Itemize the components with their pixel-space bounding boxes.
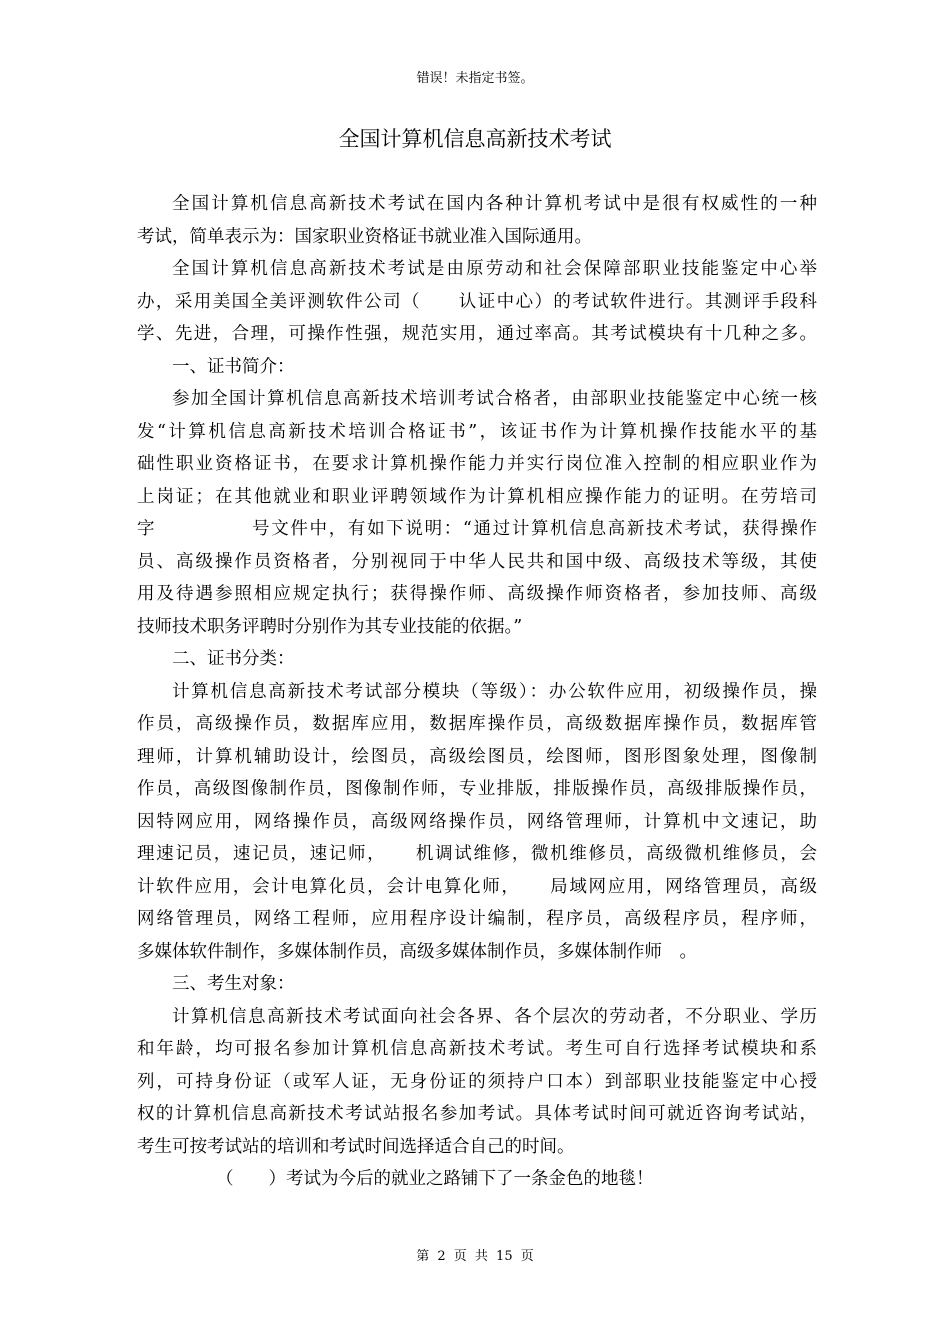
paragraph-line: 参加全国计算机信息高新技术培训考试合格者，由部职业技能鉴定中心统一核	[172, 389, 817, 409]
paragraph-line: 学、先进，合理，可操作性强，规范实用，通过率高。其考试模块有十几种之多。	[137, 324, 817, 344]
paragraph-line: 和年龄，均可报名参加计算机信息高新技术考试。考生可自行选择考试模块和系	[137, 1039, 817, 1059]
paragraph-line: 网络管理员，网络工程师，应用程序设计编制，程序员，高级程序员，程序师，	[137, 909, 817, 929]
paragraph-line: 用及待遇参照相应规定执行；获得操作师、高级操作师资格者，参加技师、高级	[137, 584, 817, 604]
paragraph-line: 础性职业资格证书，在要求计算机操作能力并实行岗位准入控制的相应职业作为	[137, 454, 817, 474]
paragraph-line: 理速记员，速记员，速记师， 机调试维修，微机维修员，高级微机维修员，会	[137, 844, 817, 864]
paragraph-line: 多媒体软件制作，多媒体制作员，高级多媒体制作员，多媒体制作师 。	[137, 941, 697, 962]
paragraph-line: 技师技术职务评聘时分别作为其专业技能的依据。”	[137, 616, 523, 637]
page-header: 错误！未指定书签。	[416, 71, 534, 86]
paragraph-line: 全国计算机信息高新技术考试在国内各种计算机考试中是很有权威性的一种	[172, 194, 817, 214]
paragraph-line: 权的计算机信息高新技术考试站报名参加考试。具体考试时间可就近咨询考试站，	[137, 1104, 817, 1124]
paragraph-line: 字 号文件中，有如下说明：“通过计算机信息高新技术考试，获得操作	[137, 519, 817, 539]
section-heading: 二、证书分类：	[172, 649, 295, 669]
section-heading: 一、证书简介：	[172, 356, 295, 377]
paragraph-line: 作员，高级图像制作员，图像制作师，专业排版，排版操作员，高级排版操作员，	[137, 779, 817, 799]
paragraph-line: 计软件应用，会计电算化员，会计电算化师， 局域网应用，网络管理员，高级	[137, 876, 817, 897]
paragraph-line: 办，采用美国全美评测软件公司（ 认证中心）的考试软件进行。其测评手段科	[137, 291, 817, 312]
paragraph-line: 计算机信息高新技术考试面向社会各界、各个层次的劳动者，不分职业、学历	[172, 1006, 817, 1027]
paragraph-line: 全国计算机信息高新技术考试是由原劳动和社会保障部职业技能鉴定中心举	[172, 259, 817, 279]
document-body	[137, 188, 817, 1196]
page-footer: 第 2 页 共 15 页	[416, 1249, 534, 1264]
paragraph-line: 列，可持身份证（或军人证，无身份证的须持户口本）到部职业技能鉴定中心授	[137, 1071, 817, 1092]
document-title: 全国计算机信息高新技术考试	[338, 127, 612, 151]
paragraph-line: 考试，简单表示为：国家职业资格证书就业准入国际通用。	[137, 226, 592, 247]
paragraph-line: 因特网应用，网络操作员，高级网络操作员，网络管理师，计算机中文速记，助	[137, 811, 817, 832]
paragraph-line: 上岗证；在其他就业和职业评聘领域作为计算机相应操作能力的证明。在劳培司	[137, 486, 817, 507]
paragraph-line: 发“计算机信息高新技术培训合格证书”，该证书作为计算机操作技能水平的基	[137, 421, 817, 442]
paragraph-line: 计算机信息高新技术考试部分模块（等级）：办公软件应用，初级操作员，操	[172, 681, 817, 702]
paragraph-line: 员、高级操作员资格者，分别视同于中华人民共和国中级、高级技术等级，其使	[137, 551, 817, 572]
section-heading: 三、考生对象：	[172, 974, 295, 994]
paragraph-line: 理师，计算机辅助设计，绘图员，高级绘图员，绘图师，图形图象处理，图像制	[137, 746, 817, 767]
paragraph-line: 考生可按考试站的培训和考试时间选择适合自己的时间。	[137, 1136, 575, 1157]
paragraph-line: 作员，高级操作员，数据库应用，数据库操作员，高级数据库操作员，数据库管	[137, 714, 817, 734]
closing-line: （ ）考试为今后的就业之路铺下了一条金色的地毯！	[216, 1169, 654, 1189]
